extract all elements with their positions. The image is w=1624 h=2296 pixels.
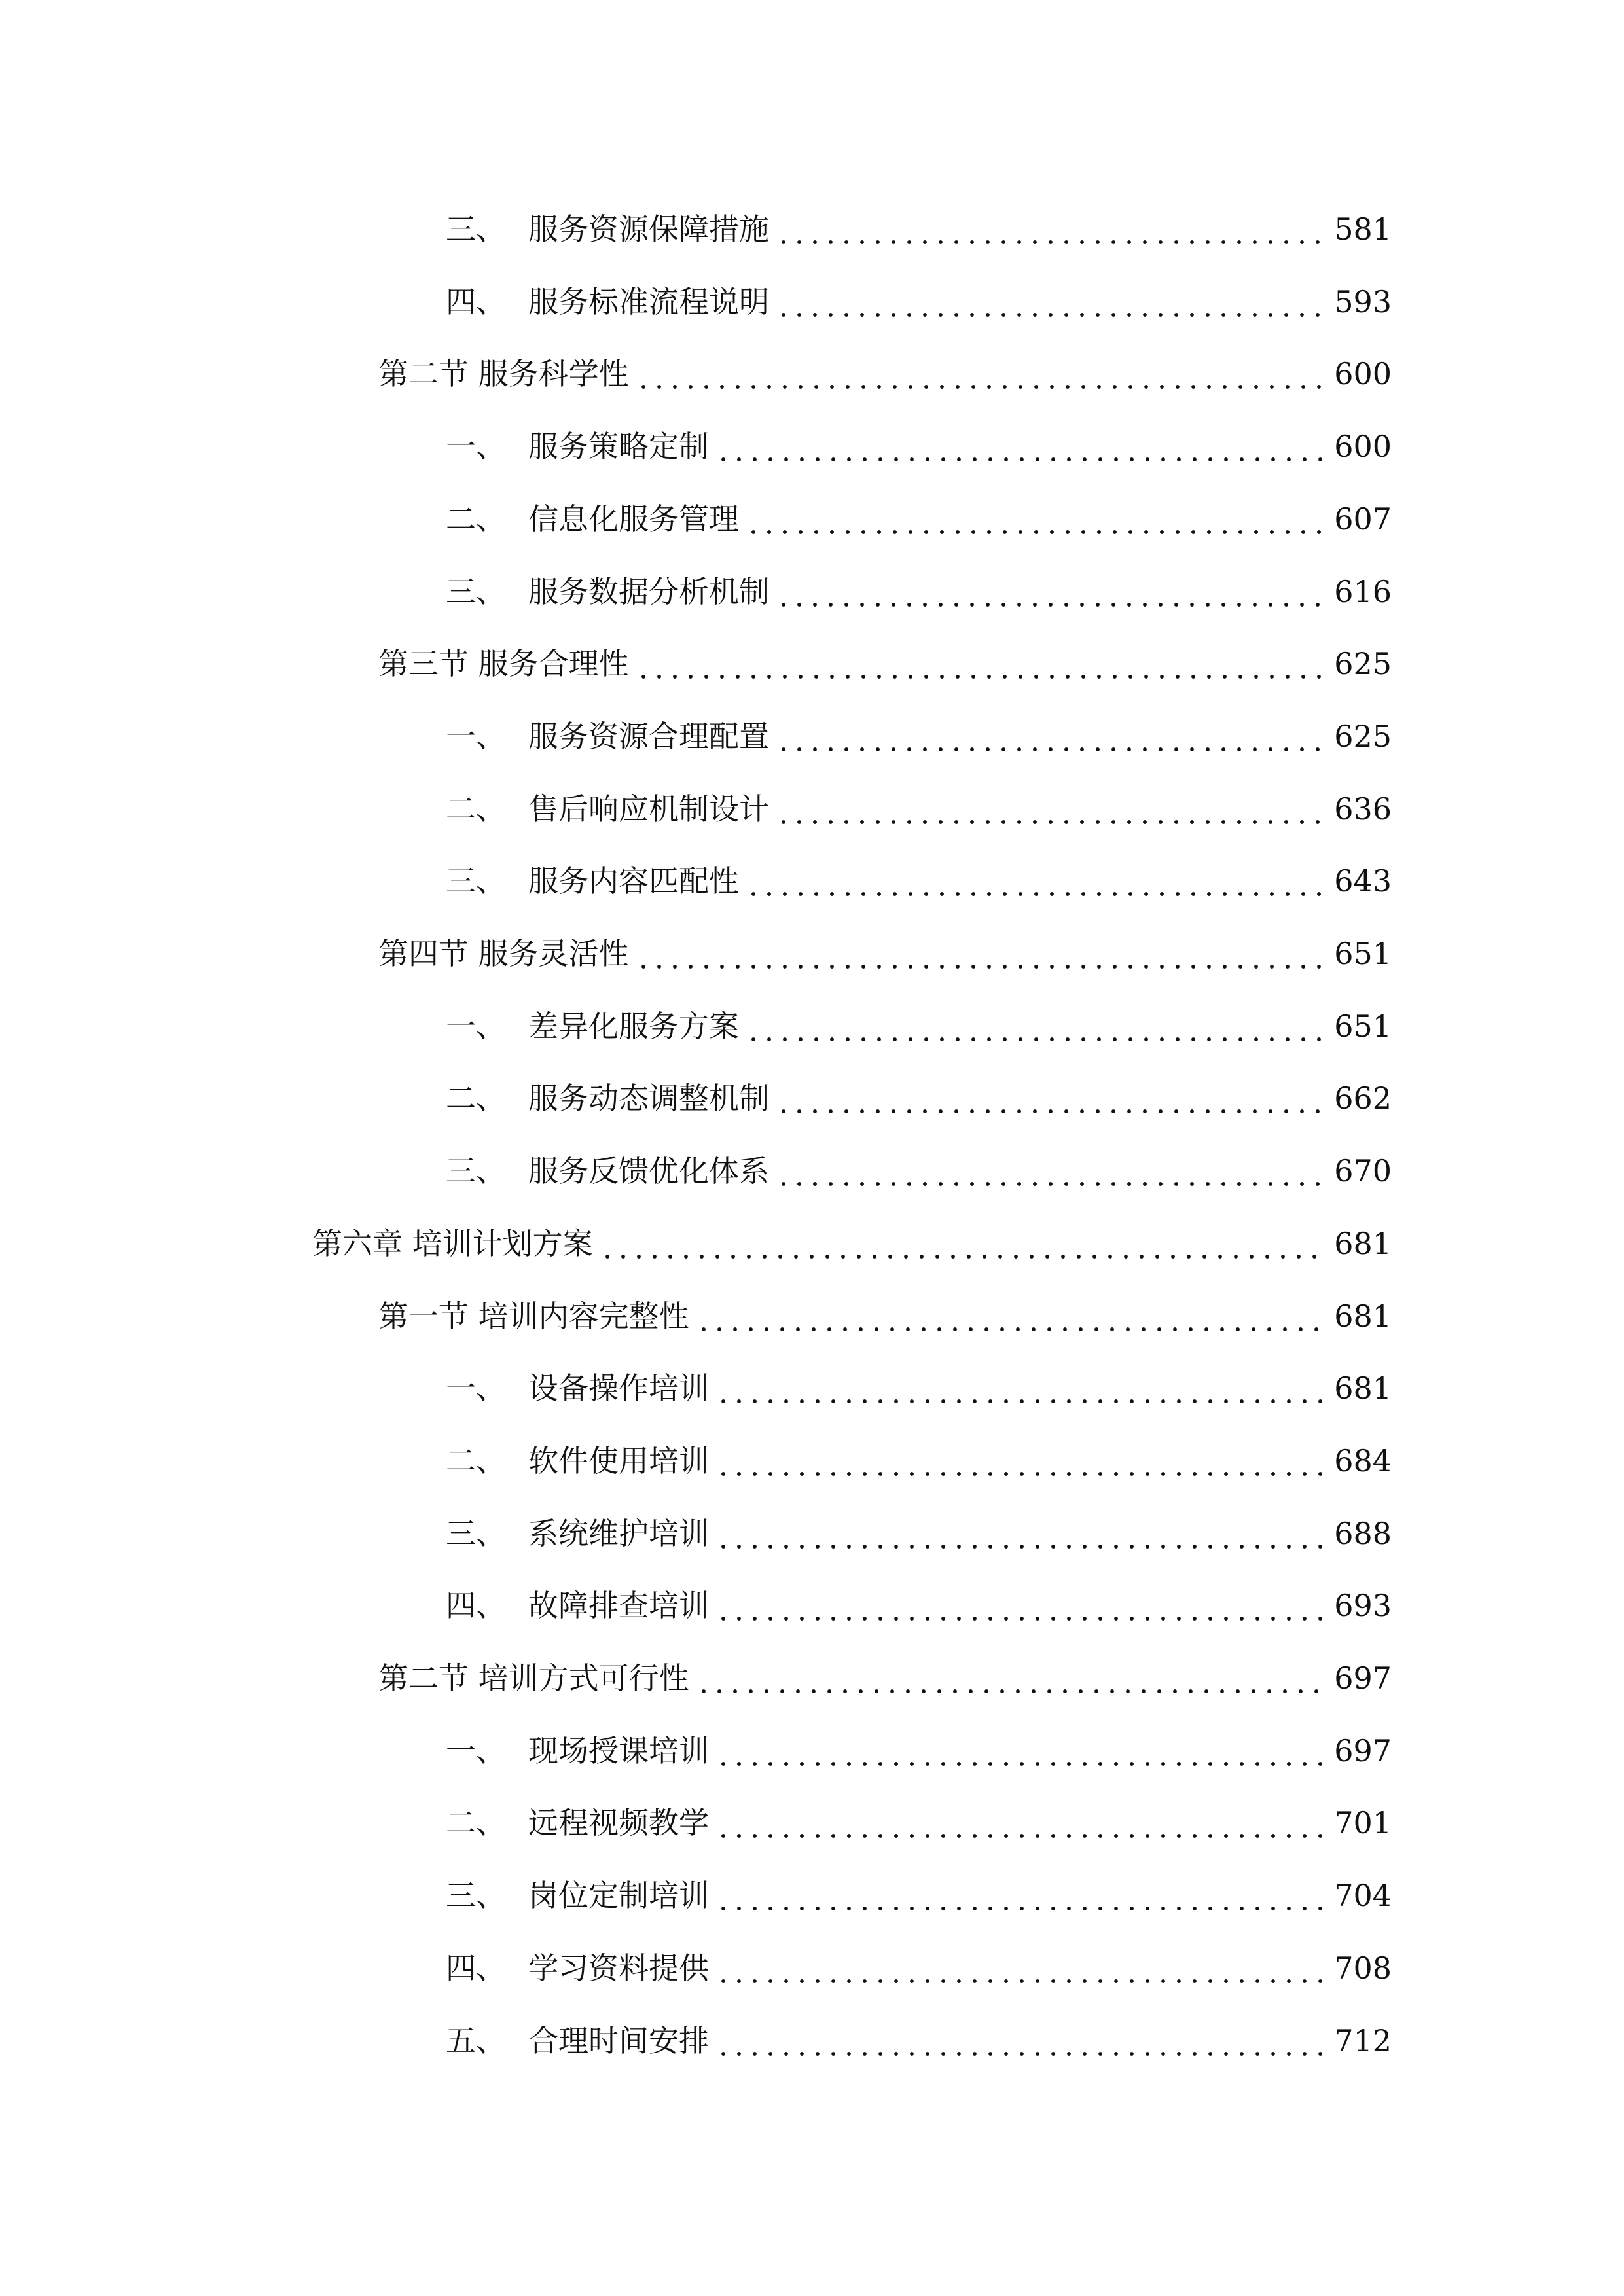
dot-leader [746,499,1325,539]
dot-leader [696,1659,1326,1698]
toc-entry-page: 688 [1334,1515,1392,1551]
dot-leader [696,1297,1326,1336]
toc-entry[interactable] [0,1876,1392,1915]
toc-entry-title: 学习资料提供 [528,1950,709,1986]
toc-entry[interactable] [0,282,1392,321]
toc-entry[interactable] [0,1514,1392,1553]
toc-entry-title: 远程视频教学 [528,1805,709,1841]
toc-entry-title: 第三节 服务合理性 [378,646,629,682]
toc-entry-number: 一、 [446,1008,506,1044]
toc-entry-page: 616 [1334,573,1392,609]
toc-entry-title: 服务数据分析机制 [528,573,769,609]
toc-entry-number: 四、 [446,1588,506,1624]
dot-leader [776,282,1325,321]
toc-entry-page: 662 [1334,1081,1392,1117]
toc-entry-title: 故障排查培训 [528,1588,709,1624]
toc-entry-title: 系统维护培训 [528,1515,709,1551]
toc-entry-number: 三、 [446,1878,506,1914]
dot-leader [746,861,1325,901]
toc-entry-page: 697 [1334,1732,1392,1768]
toc-entry-page: 681 [1334,1371,1392,1407]
dot-leader [746,1007,1325,1046]
dot-leader [636,644,1326,683]
toc-entry[interactable] [0,572,1392,611]
toc-entry-page: 681 [1334,1225,1392,1261]
dot-leader [715,1803,1325,1842]
dot-leader [715,1876,1325,1915]
toc-entry-title: 服务标准流程说明 [528,283,769,319]
dot-leader [776,1079,1325,1118]
toc-entry-title: 服务反馈优化体系 [528,1153,769,1189]
toc-entry-page: 625 [1334,718,1392,754]
toc-entry-number: 一、 [446,1732,506,1768]
toc-entry-title: 岗位定制培训 [528,1878,709,1914]
toc-entry[interactable] [0,1659,1392,1698]
toc-entry-title: 服务策略定制 [528,429,709,465]
toc-entry[interactable] [0,427,1392,466]
toc-entry[interactable] [0,934,1392,973]
toc-entry-number: 二、 [446,1443,506,1479]
toc-entry-title: 第二节 培训方式可行性 [378,1660,689,1696]
toc-entry-page: 581 [1334,211,1392,247]
toc-entry-page: 643 [1334,863,1392,899]
toc-entry[interactable] [0,1441,1392,1480]
toc-entry-title: 服务资源合理配置 [528,718,769,754]
dot-leader [600,1224,1326,1263]
toc-entry[interactable] [0,1586,1392,1625]
dot-leader [776,717,1325,756]
toc-entry[interactable] [0,1731,1392,1770]
dot-leader [715,1369,1325,1408]
toc-entry-title: 现场授课培训 [528,1732,709,1768]
toc-entry[interactable] [0,789,1392,829]
dot-leader [715,1731,1325,1770]
toc-entry-title: 信息化服务管理 [528,501,739,537]
toc-entry-number: 四、 [446,283,506,319]
toc-entry-page: 712 [1334,2022,1392,2058]
dot-leader [715,1586,1325,1625]
toc-entry-number: 二、 [446,1805,506,1841]
toc-entry-page: 708 [1334,1950,1392,1986]
dot-leader [715,1441,1325,1480]
toc-entry-title: 服务内容匹配性 [528,863,739,899]
toc-entry-page: 697 [1334,1660,1392,1696]
dot-leader [776,1151,1325,1191]
toc-entry[interactable] [0,499,1392,539]
toc-entry-page: 651 [1334,936,1392,971]
toc-entry-page: 701 [1334,1805,1392,1841]
toc-entry-number: 一、 [446,1371,506,1407]
toc-entry-title: 第一节 培训内容完整性 [378,1298,689,1334]
toc-entry[interactable] [0,717,1392,756]
toc-entry-title: 服务动态调整机制 [528,1081,769,1117]
toc-entry-number: 三、 [446,863,506,899]
toc-entry[interactable] [0,354,1392,393]
toc-entry-number: 四、 [446,1950,506,1986]
toc-entry-title: 第四节 服务灵活性 [378,936,629,971]
dot-leader [636,934,1326,973]
toc-entry-title: 差异化服务方案 [528,1008,739,1044]
toc-entry-page: 625 [1334,646,1392,682]
toc-entry-number: 二、 [446,1081,506,1117]
toc-entry-title: 软件使用培训 [528,1443,709,1479]
toc-entry[interactable] [0,1803,1392,1842]
toc-entry-number: 二、 [446,501,506,537]
toc-entry-number: 一、 [446,429,506,465]
toc-entry-number: 一、 [446,718,506,754]
dot-leader [776,789,1325,829]
toc-entry-page: 684 [1334,1443,1392,1479]
toc-entry-page: 681 [1334,1298,1392,1334]
toc-entry[interactable] [0,1151,1392,1191]
toc-entry-page: 607 [1334,501,1392,537]
dot-leader [636,354,1326,393]
toc-entry[interactable] [0,2021,1392,2060]
toc-entry[interactable] [0,1948,1392,1988]
toc-entry-title: 服务资源保障措施 [528,211,769,247]
toc-entry-page: 693 [1334,1588,1392,1624]
toc-entry[interactable] [0,1297,1392,1336]
toc-entry-page: 600 [1334,356,1392,392]
dot-leader [715,1948,1325,1988]
toc-entry-title: 第六章 培训计划方案 [312,1225,593,1261]
toc-entry[interactable] [0,209,1392,249]
toc-entry-title: 设备操作培训 [528,1371,709,1407]
toc-entry-page: 670 [1334,1153,1392,1189]
toc-entry-page: 704 [1334,1878,1392,1914]
toc-entry-page: 593 [1334,283,1392,319]
toc-entry[interactable] [0,1224,1392,1263]
dot-leader [776,572,1325,611]
toc-entry-title: 第二节 服务科学性 [378,356,629,392]
dot-leader [715,2021,1325,2060]
toc-entry-number: 三、 [446,573,506,609]
toc-entry-number: 三、 [446,211,506,247]
dot-leader [715,427,1325,466]
toc-entry-number: 三、 [446,1153,506,1189]
toc-entry-page: 651 [1334,1008,1392,1044]
toc-entry[interactable] [0,1369,1392,1408]
toc-entry-page: 636 [1334,791,1392,827]
toc-entry-number: 二、 [446,791,506,827]
toc-entry[interactable] [0,1079,1392,1118]
toc-entry[interactable] [0,861,1392,901]
toc-entry-title: 合理时间安排 [528,2022,709,2058]
toc-entry-number: 三、 [446,1515,506,1551]
dot-leader [715,1514,1325,1553]
dot-leader [776,209,1325,249]
toc-entry[interactable] [0,644,1392,683]
toc-entry-page: 600 [1334,429,1392,465]
toc-entry[interactable] [0,1007,1392,1046]
toc-entry-title: 售后响应机制设计 [528,791,769,827]
toc-entry-number: 五、 [446,2022,506,2058]
